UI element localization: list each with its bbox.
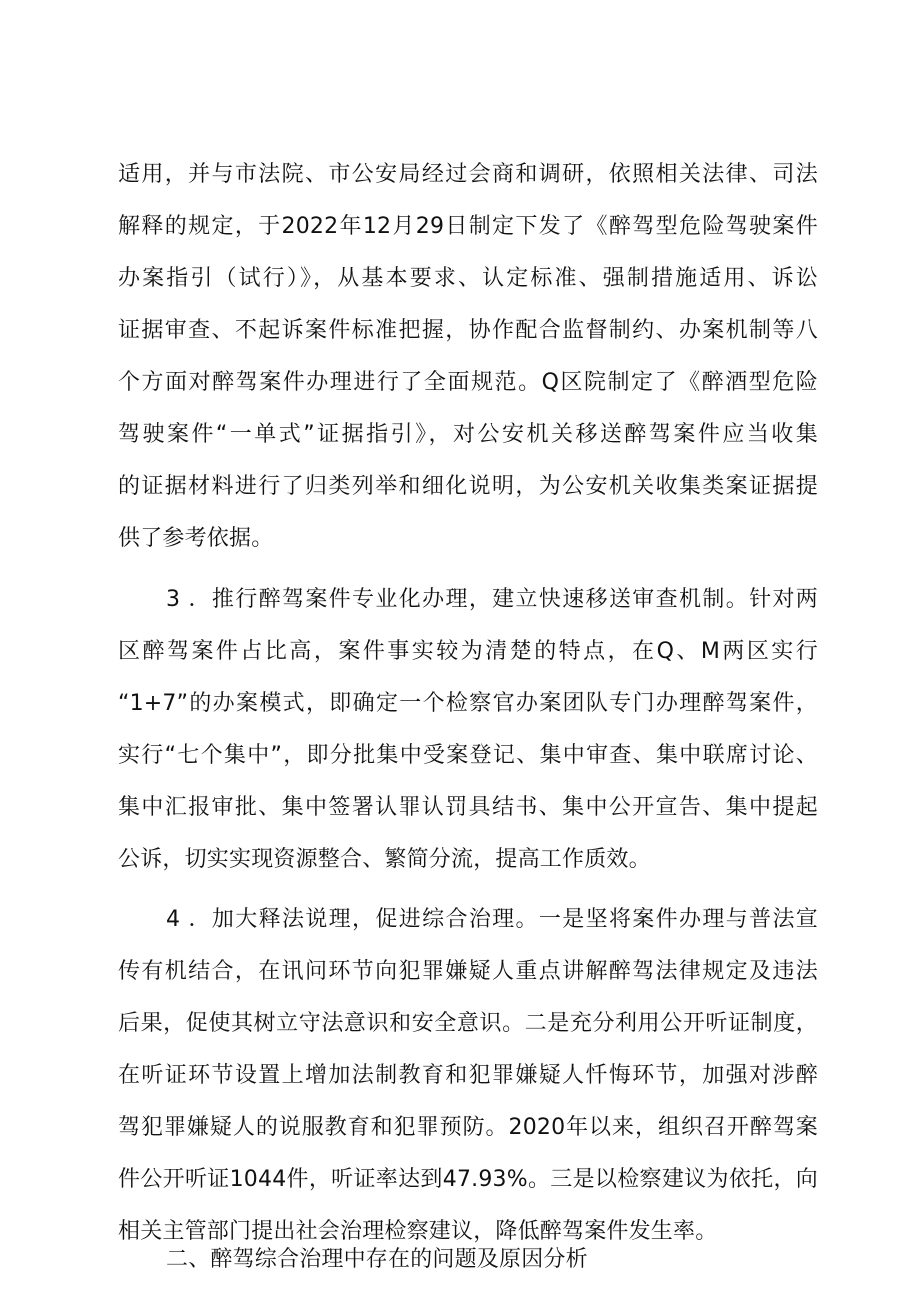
paragraph-line: 3 ．推行醉驾案件专业化办理，建立快速移送审查机制。针对两 xyxy=(166,587,818,612)
paragraph-line: 件公开听证1044件，听证率达到47.93%。三是以检察建议为依托，向 xyxy=(118,1167,818,1192)
paragraph-line: 驾驶案件“一单式”证据指引》，对公安机关移送醉驾案件应当收集 xyxy=(118,422,818,447)
paragraph-line: 公诉，切实实现资源整合、繁简分流，提高工作质效。 xyxy=(118,847,651,872)
paragraph-line: 实行“七个集中”，即分批集中受案登记、集中审查、集中联席讨论、 xyxy=(118,743,818,768)
paragraph-line: 区醉驾案件占比高，案件事实较为清楚的特点，在Q、M两区实行 xyxy=(118,639,818,664)
paragraph-line: 驾犯罪嫌疑人的说服教育和犯罪预防。2020年以来，组织召开醉驾案 xyxy=(118,1115,818,1140)
paragraph-line: 传有机结合，在讯问环节向犯罪嫌疑人重点讲解醉驾法律规定及违法 xyxy=(118,959,818,984)
paragraph-line: 相关主管部门提出社会治理检察建议，降低醉驾案件发生率。 xyxy=(118,1219,718,1244)
section-heading: 二、醉驾综合治理中存在的问题及原因分析 xyxy=(166,1247,588,1272)
paragraph-line: 解释的规定，于2022年12月29日制定下发了《醉驾型危险驾驶案件 xyxy=(118,214,818,239)
paragraph-line: 的证据材料进行了归类列举和细化说明，为公安机关收集类案证据提 xyxy=(118,474,818,499)
paragraph-line: 个方面对醉驾案件办理进行了全面规范。Q区院制定了《醉酒型危险 xyxy=(118,370,818,395)
paragraph-line: “1+7”的办案模式，即确定一个检察官办案团队专门办理醉驾案件， xyxy=(118,691,818,716)
paragraph-line: 在听证环节设置上增加法制教育和犯罪嫌疑人忏悔环节，加强对涉醉 xyxy=(118,1063,818,1088)
paragraph-line: 4 ．加大释法说理，促进综合治理。一是坚将案件办理与普法宣 xyxy=(166,907,818,932)
paragraph-line: 适用，并与市法院、市公安局经过会商和调研，依照相关法律、司法 xyxy=(118,162,818,187)
paragraph-line: 证据审查、不起诉案件标准把握，协作配合监督制约、办案机制等八 xyxy=(118,318,818,343)
paragraph-line: 供了参考依据。 xyxy=(118,526,274,551)
paragraph-line: 办案指引（试行）》，从基本要求、认定标准、强制措施适用、诉讼 xyxy=(118,266,818,291)
paragraph-line: 后果，促使其树立守法意识和安全意识。二是充分利用公开听证制度， xyxy=(118,1011,818,1036)
paragraph-line: 集中汇报审批、集中签署认罪认罚具结书、集中公开宣告、集中提起 xyxy=(118,795,818,820)
